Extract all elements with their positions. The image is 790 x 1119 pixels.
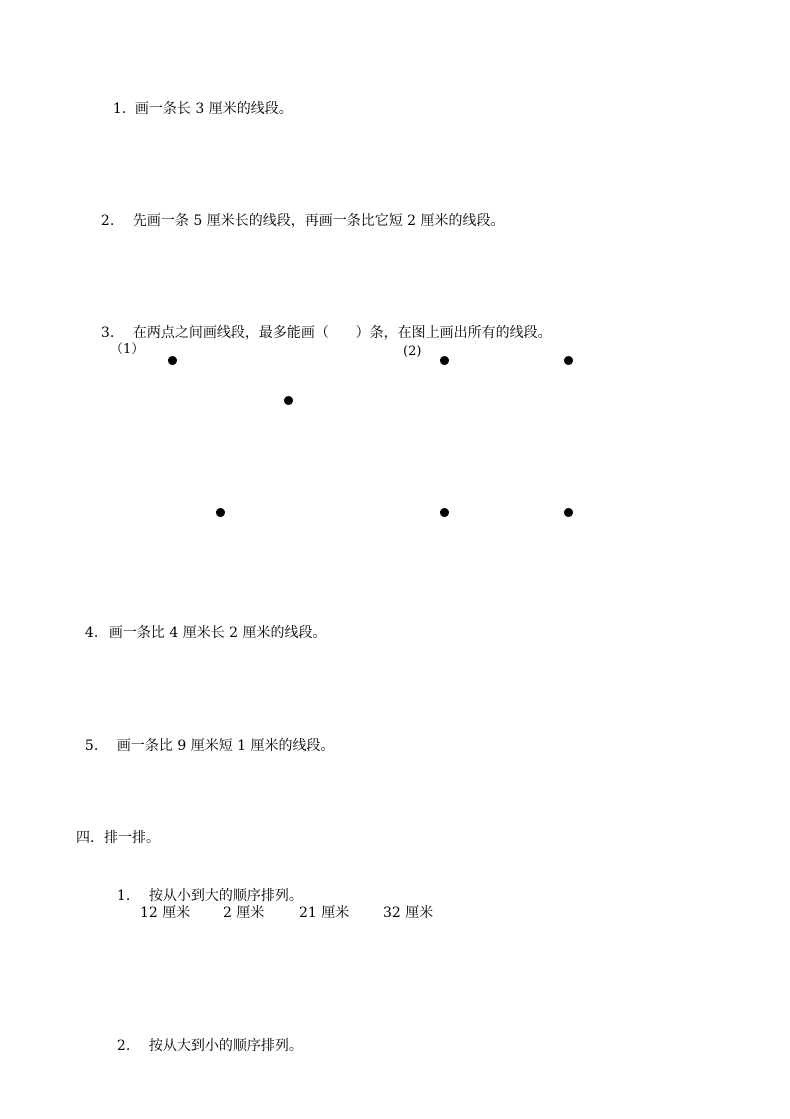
section-4-heading: 四．排一排。: [76, 830, 160, 846]
question-3-part-2-label: (2): [403, 344, 422, 359]
question-5-number: 5.: [84, 738, 99, 754]
point-2b: [564, 356, 573, 365]
question-3-text: 在两点之间画线段，最多能画（ ）条，在图上画出所有的线段。: [132, 325, 552, 341]
point-1b: [284, 396, 293, 405]
point-2a: [440, 356, 449, 365]
value-1: 12 厘米: [140, 905, 191, 921]
question-5-text: 画一条比 9 厘米短 1 厘米的线段。: [116, 738, 335, 754]
question-2-number: 2.: [100, 213, 115, 229]
question-1-text: 画一条长 3 厘米的线段。: [134, 101, 293, 117]
question-3: [92, 303, 552, 343]
value-2: 2 厘米: [223, 905, 265, 921]
question-5: [76, 716, 335, 756]
question-3-number: 3.: [100, 325, 115, 341]
question-3-part-1-label: （1）: [110, 342, 145, 357]
question-4-number: 4.: [84, 625, 99, 641]
section-4-item-2-text: 按从大到小的顺序排列。: [148, 1038, 303, 1054]
question-2: [92, 191, 505, 231]
point-2d: [564, 508, 573, 517]
section-4-item-1-text: 按从小到大的顺序排列。: [148, 888, 303, 904]
section-4-item-1-number: 1.: [116, 888, 131, 904]
value-4: 32 厘米: [383, 905, 434, 921]
value-3: 21 厘米: [299, 905, 350, 921]
section-4-item-2-number: 2.: [116, 1038, 131, 1054]
question-4: [76, 603, 327, 643]
section-4-item-2: [108, 1016, 303, 1056]
point-1a: [168, 356, 177, 365]
point-1c: [216, 508, 225, 517]
question-4-text: 画一条比 4 厘米长 2 厘米的线段。: [108, 625, 327, 641]
question-1: [104, 79, 293, 119]
section-4-item-1: [108, 866, 303, 906]
point-2c: [440, 508, 449, 517]
question-2-text: 先画一条 5 厘米长的线段，再画一条比它短 2 厘米的线段。: [132, 213, 505, 229]
question-1-number: 1.: [112, 101, 127, 117]
